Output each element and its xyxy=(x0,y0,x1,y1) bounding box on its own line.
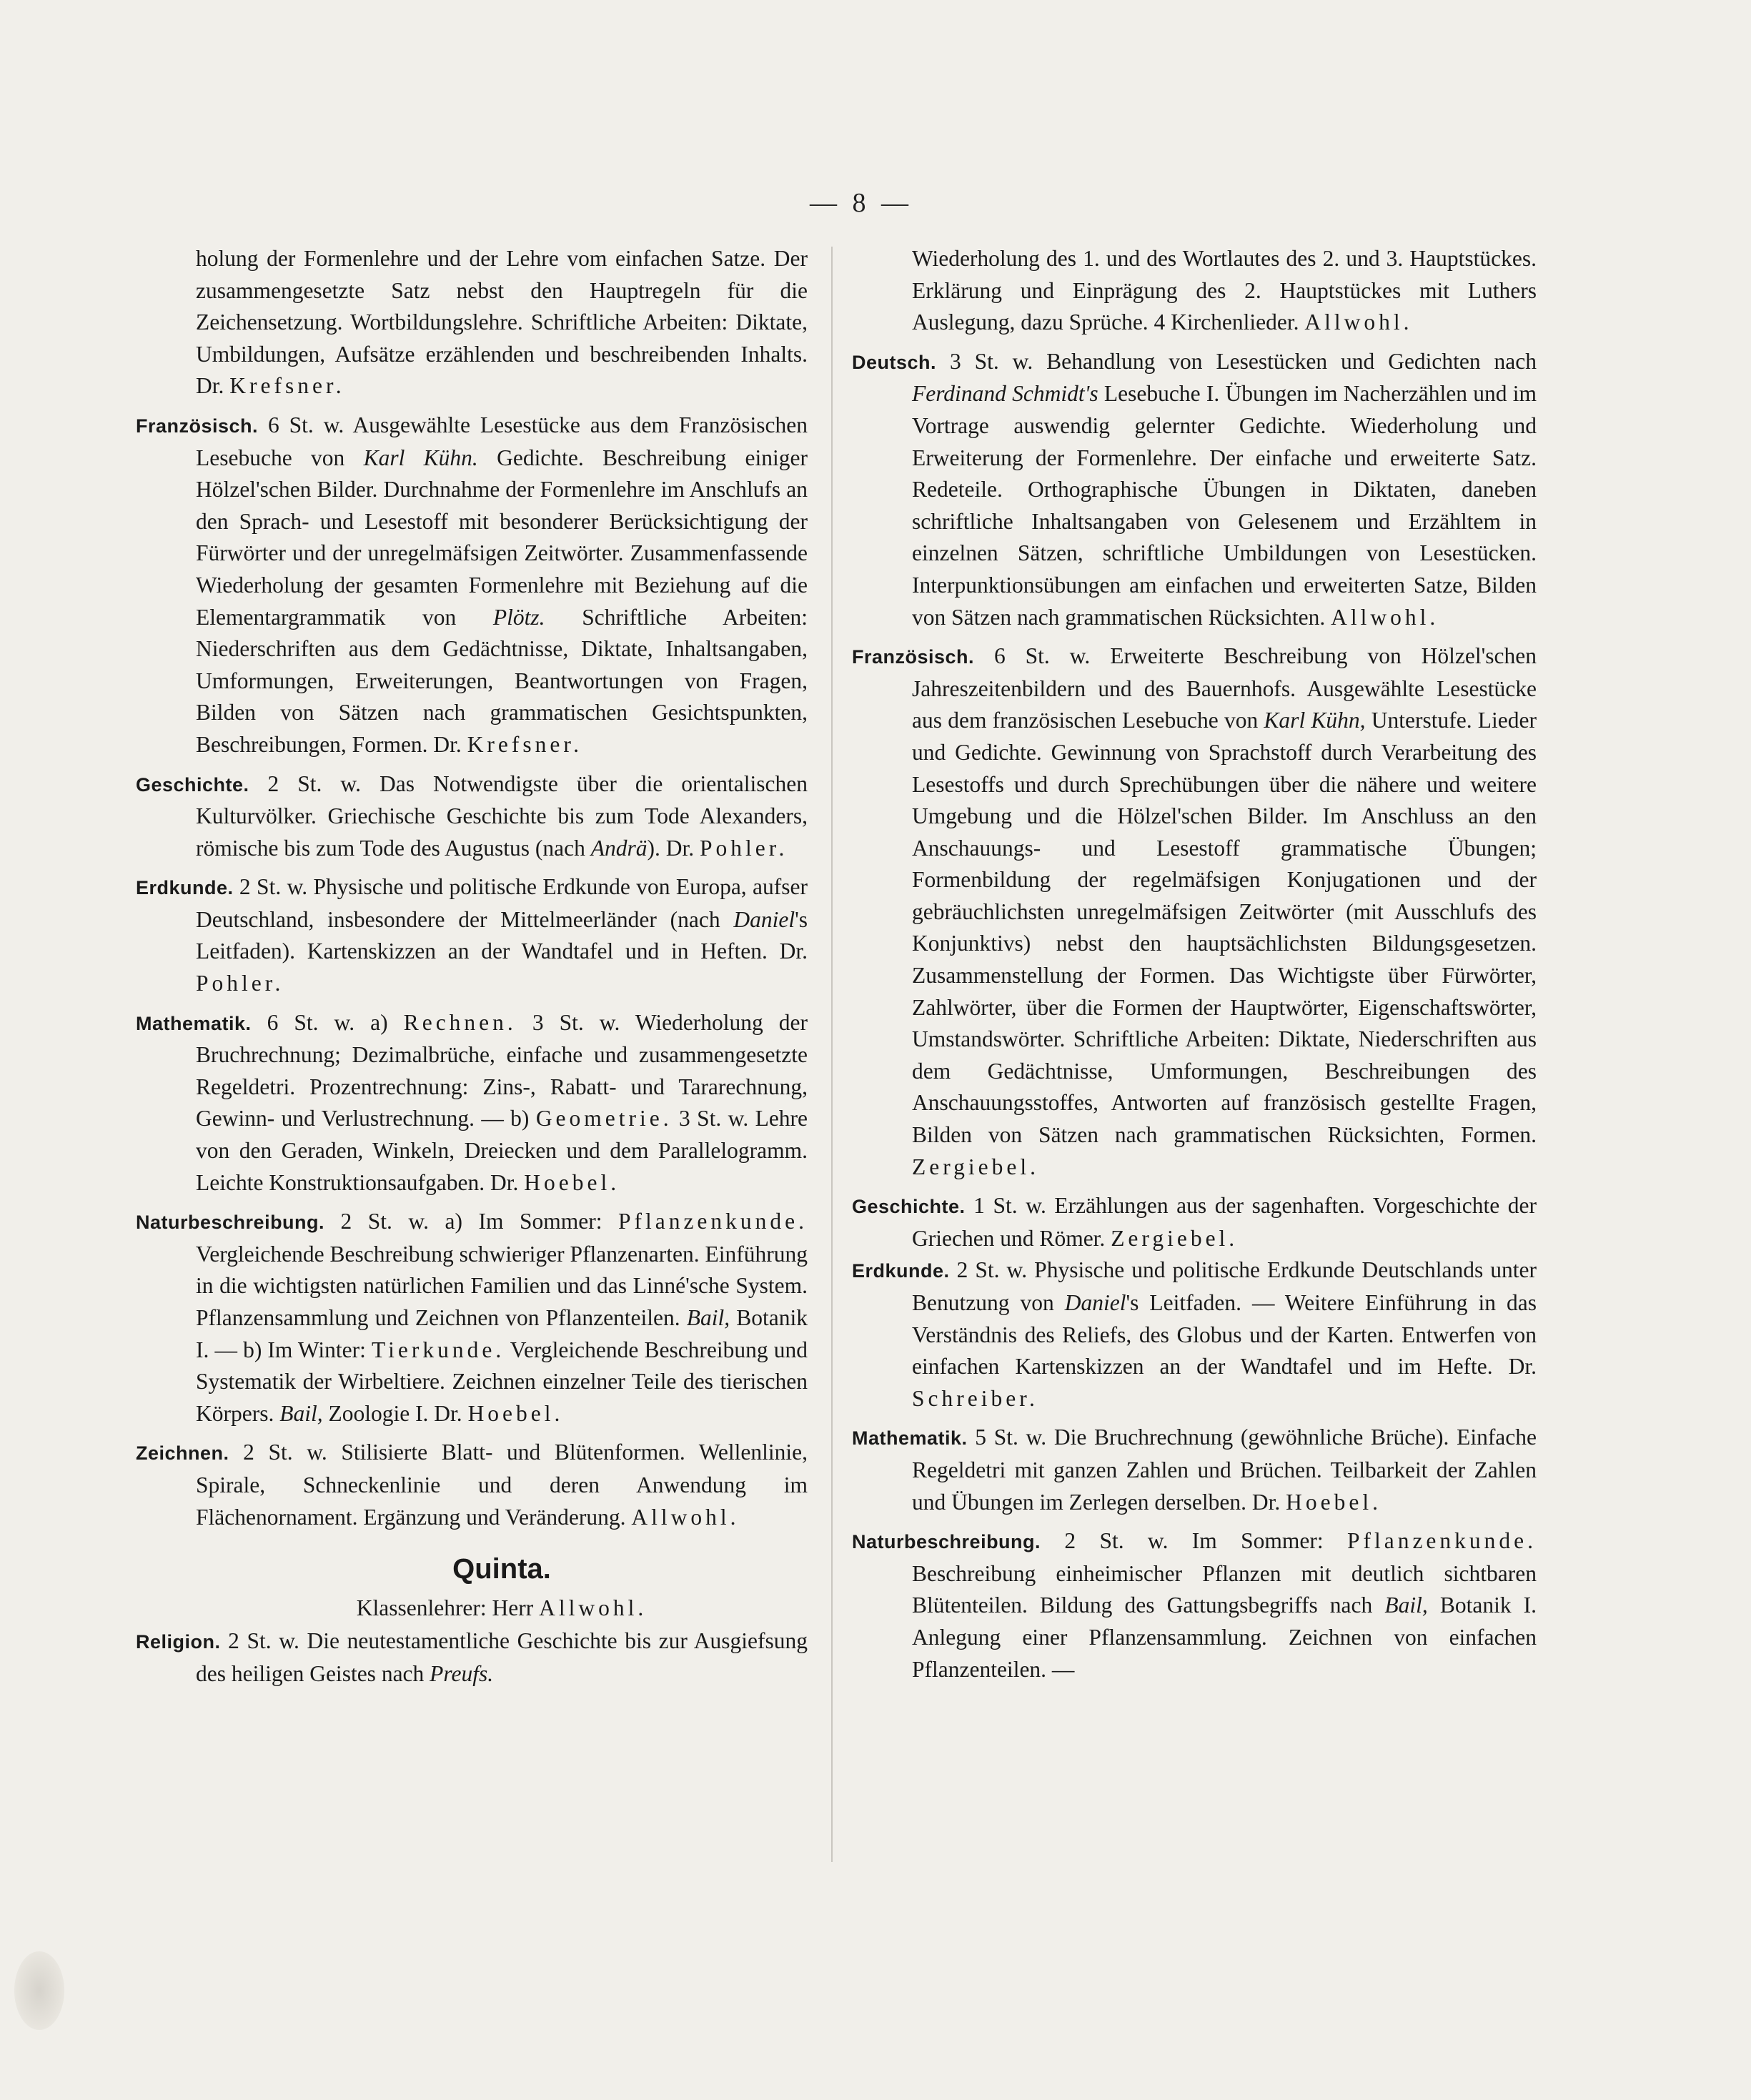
entry-text: 's Leitfaden. — Weitere Einführung in das Verständnis des Reliefs, des Globus und der Karten. Entwerfen von einfachen Kartenskizzen an der Wandtafel und im Hefte. Dr. xyxy=(912,1290,1537,1380)
entry-text: 2 St. w. Physische und politische Erdkunde von Europa, aufser Deutschland, insbesondere der Mittelmeerländer (nach xyxy=(196,874,808,932)
entry-text: 2 St. w. Die neutestamentliche Geschichte bis zur Ausgiefsung des heiligen Geistes nach xyxy=(196,1628,808,1686)
entry-text: 6 St. w. Ausgewählte Lesestücke aus dem Französischen Lesebuche von xyxy=(196,412,808,470)
section-heading-quinta: Quinta. xyxy=(452,1553,551,1585)
subject-label: Französisch. xyxy=(136,415,259,437)
subject-label: Geschichte. xyxy=(852,1196,966,1218)
page-number: — 8 — xyxy=(810,188,913,218)
entry-text: Lesebuche I. Übungen im Nacherzählen und im Vortrage auswendig gelernter Gedichte. Wiederholung und Erweiterung der Formenlehre. Der einfache und erweiterte Satz. Redeteile. Orthographische Übungen in Diktaten, daneben schriftliche Inhaltsangaben von Gelesenem und Erzähltem in einzelnen Sätzen, schriftliche Umbildungen von Lesestücken. Interpunktionsübungen am einfachen und erweiterten Satze, Bilden von Sätzen nach grammatischen Rücksichten. xyxy=(912,381,1537,630)
entry-text: Botanik I. Anlegung einer Pflanzensammlung. Zeichnen von einfachen Pflanzenteilen. — xyxy=(912,1593,1537,1682)
subject-label: Zeichnen. xyxy=(136,1442,229,1465)
subject-label: Naturbeschreibung. xyxy=(136,1212,325,1234)
entry-text: 1 St. w. Erzählungen aus der sagenhaften. Vorgeschichte der Griechen und Römer. xyxy=(912,1193,1537,1251)
entry-franzoesisch xyxy=(852,640,1537,1183)
entry-naturbeschreibung xyxy=(852,1525,1537,1685)
teacher-name: Allwohl. xyxy=(539,1595,648,1620)
entry-text: ). Dr. xyxy=(647,835,695,861)
left-column xyxy=(136,243,808,1690)
subtopic-label: Pflanzenkunde. xyxy=(617,1209,808,1234)
entry-text: 3 St. w. Wiederholung der Bruchrechnung; Dezimalbrüche, einfache und zusammengesetzte Regeldetri. Prozentrechnung: Zins-, Rabatt- und Tararechnung, Gewinn- und Verlustrechnung. — b) xyxy=(196,1009,808,1131)
right-column xyxy=(852,243,1537,1685)
entry-text: Botanik I. — b) Im Winter: xyxy=(196,1305,808,1362)
page-smudge xyxy=(14,1951,64,2030)
entry-zeichnen xyxy=(136,1437,808,1533)
teacher-name: Allwohl. xyxy=(631,1504,740,1530)
entry-text: 2 St. w. Das Notwendigste über die orientalischen Kulturvölker. Griechische Geschichte bis zum Tode Alexanders, römische bis zum Tode des Augustus (nach xyxy=(196,771,808,861)
entry-mathematik xyxy=(852,1422,1537,1518)
subtopic-label: Tierkunde. xyxy=(372,1337,505,1362)
entry-text: Beschreibung einheimischer Pflanzen mit deutlich sichtbaren Blütenteilen. Bildung des Gattungsbegriffs nach xyxy=(912,1560,1537,1618)
entry-text: 2 St. w. Stilisierte Blatt- und Blütenformen. Wellenlinie, Spirale, Schneckenlinie und deren Anwendung im Flächenornament. Ergänzung und Veränderung. xyxy=(196,1440,808,1530)
author-name: Karl Kühn, xyxy=(1264,708,1366,733)
entry-religion xyxy=(136,1625,808,1690)
subtopic-label: Pflanzenkunde. xyxy=(1346,1528,1537,1554)
teacher-name: Krefsner. xyxy=(229,373,345,399)
teacher-name: Pohler. xyxy=(700,835,788,861)
teacher-name: Hoebel. xyxy=(1286,1489,1382,1515)
subject-label: Mathematik. xyxy=(852,1427,968,1450)
entry-text: 2 St. w. Physische und politische Erdkunde Deutschlands unter Benutzung von xyxy=(912,1257,1537,1315)
entry-deutsch xyxy=(852,346,1537,633)
intro-text: Wiederholung des 1. und des Wortlautes des 2. und 3. Hauptstückes. Erklärung und Einprägung des 2. Hauptstückes mit Luthers Auslegung, dazu Sprüche. 4 Kirchenlieder. xyxy=(912,246,1537,335)
class-teacher-label: Klassenlehrer: Herr xyxy=(356,1595,534,1620)
subject-label: Mathematik. xyxy=(136,1012,252,1034)
teacher-name: Hoebel. xyxy=(467,1400,564,1426)
subject-label: Geschichte. xyxy=(136,773,249,796)
author-name: Plötz. xyxy=(492,604,545,630)
teacher-name: Allwohl. xyxy=(1331,604,1439,630)
subtopic-label: Rechnen. xyxy=(403,1009,517,1035)
entry-text: Unterstufe. Lieder und Gedichte. Gewinnung von Sprachstoff durch Verarbeitung des Lesestoffs und durch Sprechübungen über die nähere und weitere Umgebung und die Hölzel'schen Bilder. Im Anschluss an den Anschauungs- und Lesestoff grammatische Übungen; Formenbildung der regelmäfsigen Konjugationen und der gebräuchlichsten unregelmäfsigen Zeitwörter (mit Ausschlufs des Konjunktivs) nebst den hauptsächlichsten Bildungsgesetzen. Zusammenstellung der Formen. Das Wichtigste über Fürwörter, Zahlwörter, über die Formen der Hauptwörter, Eigenschaftswörter, Umstandswörter. Schriftliche Arbeiten: Diktate, Niederschriften aus dem Gedächtnisse, Umformungen, Beschreibungen des Anschauungsstoffes, Antworten auf französisch gestellte Fragen, Bilden von Sätzen nach grammatischen Rücksichten, Formen. xyxy=(912,708,1537,1148)
teacher-name: Zergiebel. xyxy=(1111,1225,1239,1251)
author-name: Ferdinand Schmidt's xyxy=(912,381,1098,407)
subtopic-label: Geometrie. xyxy=(535,1106,673,1131)
intro-paragraph xyxy=(136,243,808,402)
teacher-name: Schreiber. xyxy=(912,1385,1038,1411)
entry-erdkunde xyxy=(136,871,808,999)
subject-label: Erdkunde. xyxy=(136,877,234,899)
author-name: Bail, xyxy=(1384,1593,1428,1618)
author-name: Daniel xyxy=(1064,1290,1126,1315)
entry-text: Gedichte. Beschreibung einiger Hölzel'schen Bilder. Durchnahme der Formenlehre im Anschlufs an den Sprach- und Lesestoff mit besonderer Berücksichtigung der Fürwörter und der unregelmäfsigen Zeitwörter. Zusammenfassende Wiederholung der gesamten Formenlehre mit Beziehung auf die Elementargrammatik von xyxy=(196,445,808,630)
intro-text: holung der Formenlehre und der Lehre vom einfachen Satze. Der zusammengesetzte Satz nebst den Hauptregeln für die Zeichensetzung. Wortbildungslehre. Schriftliche Arbeiten: Diktate, Umbildungen, Aufsätze erzählenden und beschreibenden Inhalts. Dr. xyxy=(196,246,808,399)
column-divider xyxy=(831,247,833,1862)
entry-mathematik xyxy=(136,1007,808,1199)
subject-label: Erdkunde. xyxy=(852,1260,950,1282)
subject-label: Deutsch. xyxy=(852,351,937,373)
teacher-name: Krefsner. xyxy=(467,731,583,757)
author-name: Bail, xyxy=(279,1400,323,1426)
subject-label: Französisch. xyxy=(852,646,975,668)
author-name: Karl Kühn. xyxy=(363,445,478,470)
author-name: Bail, xyxy=(686,1305,730,1330)
entry-text: Vergleichende Beschreibung und Systematik der Wirbeltiere. Zeichnen einzelner Teile des tierischen Körpers. xyxy=(196,1337,808,1426)
entry-text: Vergleichende Beschreibung schwieriger Pflanzenarten. Einführung in die wichtigsten natürlichen Familien und das Linné'sche System. Pflanzensammlung und Zeichnen von Pflanzenteilen. xyxy=(196,1241,808,1330)
entry-text: 2 St. w. a) Im Sommer: xyxy=(340,1209,602,1234)
entry-text: 's Leitfaden). Kartenskizzen an der Wandtafel und in Heften. Dr. xyxy=(196,906,808,964)
teacher-name: Pohler. xyxy=(196,971,284,996)
entry-text: 3 St. w. Lehre von den Geraden, Winkeln, Dreiecken und dem Parallelogramm. Leichte Konstruktionsaufgaben. Dr. xyxy=(196,1106,808,1195)
class-teacher-line xyxy=(136,1593,808,1625)
entry-text: Schriftliche Arbeiten: Niederschriften aus dem Gedächtnisse, Diktate, Inhaltsangaben, Umformungen, Erweiterungen, Beantwortungen von Fragen, Bilden von Sätzen nach grammatischen Gesichtspunkten, Beschreibungen, Formen. Dr. xyxy=(196,604,808,757)
author-name: Andrä xyxy=(590,835,648,861)
teacher-name: Allwohl. xyxy=(1304,309,1413,335)
entry-text: 3 St. w. Behandlung von Lesestücken und Gedichten nach xyxy=(949,348,1537,374)
subject-label: Religion. xyxy=(136,1631,221,1653)
entry-text: 6 St. w. Erweiterte Beschreibung von Hölzel'schen Jahreszeitenbildern und des Bauernhofs. Ausgewählte Lesestücke aus dem französischen Lesebuche von xyxy=(912,643,1537,733)
entry-franzoesisch xyxy=(136,410,808,761)
entry-geschichte xyxy=(852,1190,1537,1254)
entry-erdkunde xyxy=(852,1254,1537,1415)
entry-naturbeschreibung xyxy=(136,1206,808,1430)
author-name: Preufs. xyxy=(430,1660,494,1686)
teacher-name: Hoebel. xyxy=(524,1169,620,1195)
entry-text: 2 St. w. Im Sommer: xyxy=(1064,1528,1324,1554)
intro-paragraph xyxy=(852,243,1537,339)
author-name: Daniel xyxy=(733,906,795,932)
entry-geschichte xyxy=(136,768,808,865)
subject-label: Naturbeschreibung. xyxy=(852,1531,1041,1553)
entry-text: Zoologie I. Dr. xyxy=(328,1400,462,1426)
entry-text: 5 St. w. Die Bruchrechnung (gewöhnliche Brüche). Einfache Regeldetri mit ganzen Zahlen und Brüchen. Teilbarkeit der Zahlen und Übungen im Zerlegen derselben. Dr. xyxy=(912,1425,1537,1515)
entry-text: 6 St. w. a) xyxy=(267,1009,388,1035)
teacher-name: Zergiebel. xyxy=(912,1154,1039,1179)
